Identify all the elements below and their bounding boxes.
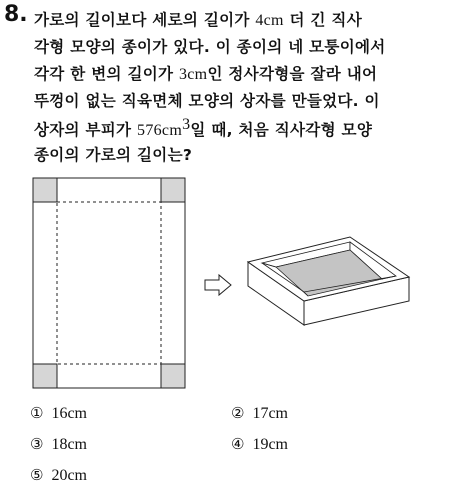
choice-value: 17cm xyxy=(252,405,288,422)
choice-marker: ① xyxy=(30,404,44,422)
paper-outline xyxy=(33,178,185,388)
choice-marker: ⑤ xyxy=(30,466,44,484)
choice-value: 19cm xyxy=(252,436,288,453)
choice-value: 18cm xyxy=(51,436,87,453)
volume-value: 576cm xyxy=(137,122,183,140)
choice-3[interactable] xyxy=(30,435,87,454)
length-value: 4cm xyxy=(255,12,284,29)
choice-marker: ② xyxy=(231,404,245,422)
text-segment: 인 정사각형을 잘라 내어 xyxy=(207,65,378,83)
corner-square-top-right xyxy=(161,178,185,202)
choice-value: 20cm xyxy=(51,467,87,484)
exponent: 3 xyxy=(182,116,191,133)
text-segment: 더 긴 직사 xyxy=(283,11,362,29)
right-arrow-icon xyxy=(205,275,231,295)
open-box xyxy=(248,237,409,325)
text-segment: 상자의 부피가 xyxy=(34,121,138,140)
text-segment: 종이의 가로의 길이는? xyxy=(34,146,193,164)
question-number: 8. xyxy=(4,2,28,27)
corner-square-top-left xyxy=(33,178,57,202)
choice-1[interactable] xyxy=(30,404,87,423)
text-segment: 각각 한 변의 길이가 xyxy=(34,65,179,83)
choice-value: 16cm xyxy=(51,405,87,422)
choice-marker: ③ xyxy=(30,435,44,453)
text-segment: 뚜껑이 없는 직육면체 모양의 상자를 만들었다. 이 xyxy=(34,92,380,110)
paper-net xyxy=(33,178,185,388)
choice-4[interactable] xyxy=(231,435,288,454)
length-value: 3cm xyxy=(178,66,208,83)
choice-2[interactable] xyxy=(231,404,288,423)
corner-square-bottom-left xyxy=(33,364,57,388)
text-segment: 가로의 길이보다 세로의 길이가 xyxy=(34,11,256,29)
corner-square-bottom-right xyxy=(161,364,185,388)
text-segment: 일 때, 처음 직사각형 모양 xyxy=(190,121,373,140)
text-segment: 각형 모양의 종이가 있다. 이 종이의 네 모퉁이에서 xyxy=(34,38,386,56)
choice-5[interactable] xyxy=(30,466,87,485)
choice-marker: ④ xyxy=(231,435,245,453)
